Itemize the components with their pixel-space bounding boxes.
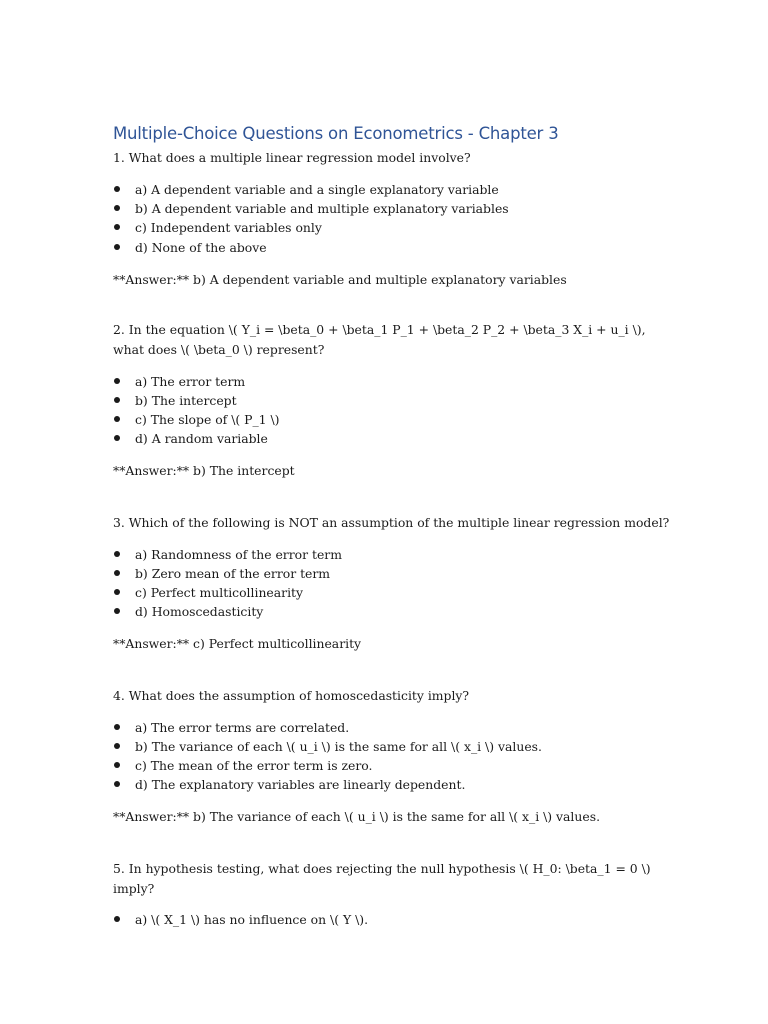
question-4-option-a (113, 718, 349, 737)
question-3-option-a (113, 545, 342, 564)
bullet-icon (114, 224, 120, 230)
question-2-text: 2. In the equation \( Y_i = \beta_0 + \beta_1 P_1 + \beta_2 P_2 + \beta_3 X_i + u_i \), what does \( \beta_0 \) represent? (113, 322, 646, 357)
question-5-text: 5. In hypothesis testing, what does rejecting the null hypothesis \( H_0: \beta_1 = 0 \) imply? (113, 861, 651, 896)
option-label: a) The error terms are correlated. (135, 720, 350, 735)
bullet-icon (114, 570, 120, 576)
question-2-option-a (113, 372, 245, 391)
option-label: c) Perfect multicollinearity (135, 585, 304, 600)
question-4-answer: **Answer:** b) The variance of each \( u_i \) is the same for all \( x_i \) values. (113, 809, 601, 824)
question-1-answer: **Answer:** b) A dependent variable and multiple explanatory variables (113, 272, 567, 287)
document-title: Multiple-Choice Questions on Econometrics - Chapter 3 (113, 124, 559, 143)
bullet-icon (114, 435, 120, 441)
bullet-icon (114, 205, 120, 211)
option-label: d) The explanatory variables are linearly dependent. (135, 777, 466, 792)
question-3-text: 3. Which of the following is NOT an assumption of the multiple linear regression model? (113, 515, 670, 530)
question-2-option-c (113, 410, 280, 429)
option-label: a) Randomness of the error term (135, 547, 342, 562)
question-4-option-b (113, 737, 542, 756)
bullet-icon (114, 916, 120, 922)
question-1-option-d (113, 238, 267, 257)
option-label: b) Zero mean of the error term (135, 566, 331, 581)
bullet-icon (114, 589, 120, 595)
bullet-icon (114, 724, 120, 730)
option-label: b) The intercept (135, 393, 237, 408)
option-label: b) The variance of each \( u_i \) is the same for all \( x_i \) values. (135, 739, 542, 754)
option-label: b) A dependent variable and multiple explanatory variables (135, 201, 509, 216)
option-label: c) Independent variables only (135, 220, 322, 235)
bullet-icon (114, 378, 120, 384)
bullet-icon (114, 397, 120, 403)
option-label: d) A random variable (135, 431, 268, 446)
question-3-option-d (113, 602, 263, 621)
question-3-option-c (113, 583, 303, 602)
option-label: c) The mean of the error term is zero. (135, 758, 373, 773)
question-5-option-a (113, 910, 368, 929)
option-label: a) A dependent variable and a single explanatory variable (135, 182, 499, 197)
bullet-icon (114, 244, 120, 250)
question-4-option-d (113, 775, 465, 794)
bullet-icon (114, 186, 120, 192)
bullet-icon (114, 762, 120, 768)
question-3-answer: **Answer:** c) Perfect multicollinearity (113, 636, 362, 651)
option-label: a) \( X_1 \) has no influence on \( Y \). (135, 912, 369, 927)
question-1-option-b (113, 199, 509, 218)
option-label: d) Homoscedasticity (135, 604, 264, 619)
question-4-option-c (113, 756, 372, 775)
question-2-option-b (113, 391, 237, 410)
question-2-option-d (113, 429, 268, 448)
bullet-icon (114, 551, 120, 557)
bullet-icon (114, 416, 120, 422)
bullet-icon (114, 743, 120, 749)
question-1-text: 1. What does a multiple linear regression model involve? (113, 150, 471, 165)
bullet-icon (114, 608, 120, 614)
question-3-option-b (113, 564, 330, 583)
bullet-icon (114, 781, 120, 787)
option-label: d) None of the above (135, 240, 267, 255)
option-label: a) The error term (135, 374, 246, 389)
question-4-text: 4. What does the assumption of homoscedasticity imply? (113, 688, 470, 703)
question-1-option-c (113, 218, 322, 237)
option-label: c) The slope of \( P_1 \) (135, 412, 280, 427)
question-2-answer: **Answer:** b) The intercept (113, 463, 295, 478)
question-1-option-a (113, 180, 499, 199)
